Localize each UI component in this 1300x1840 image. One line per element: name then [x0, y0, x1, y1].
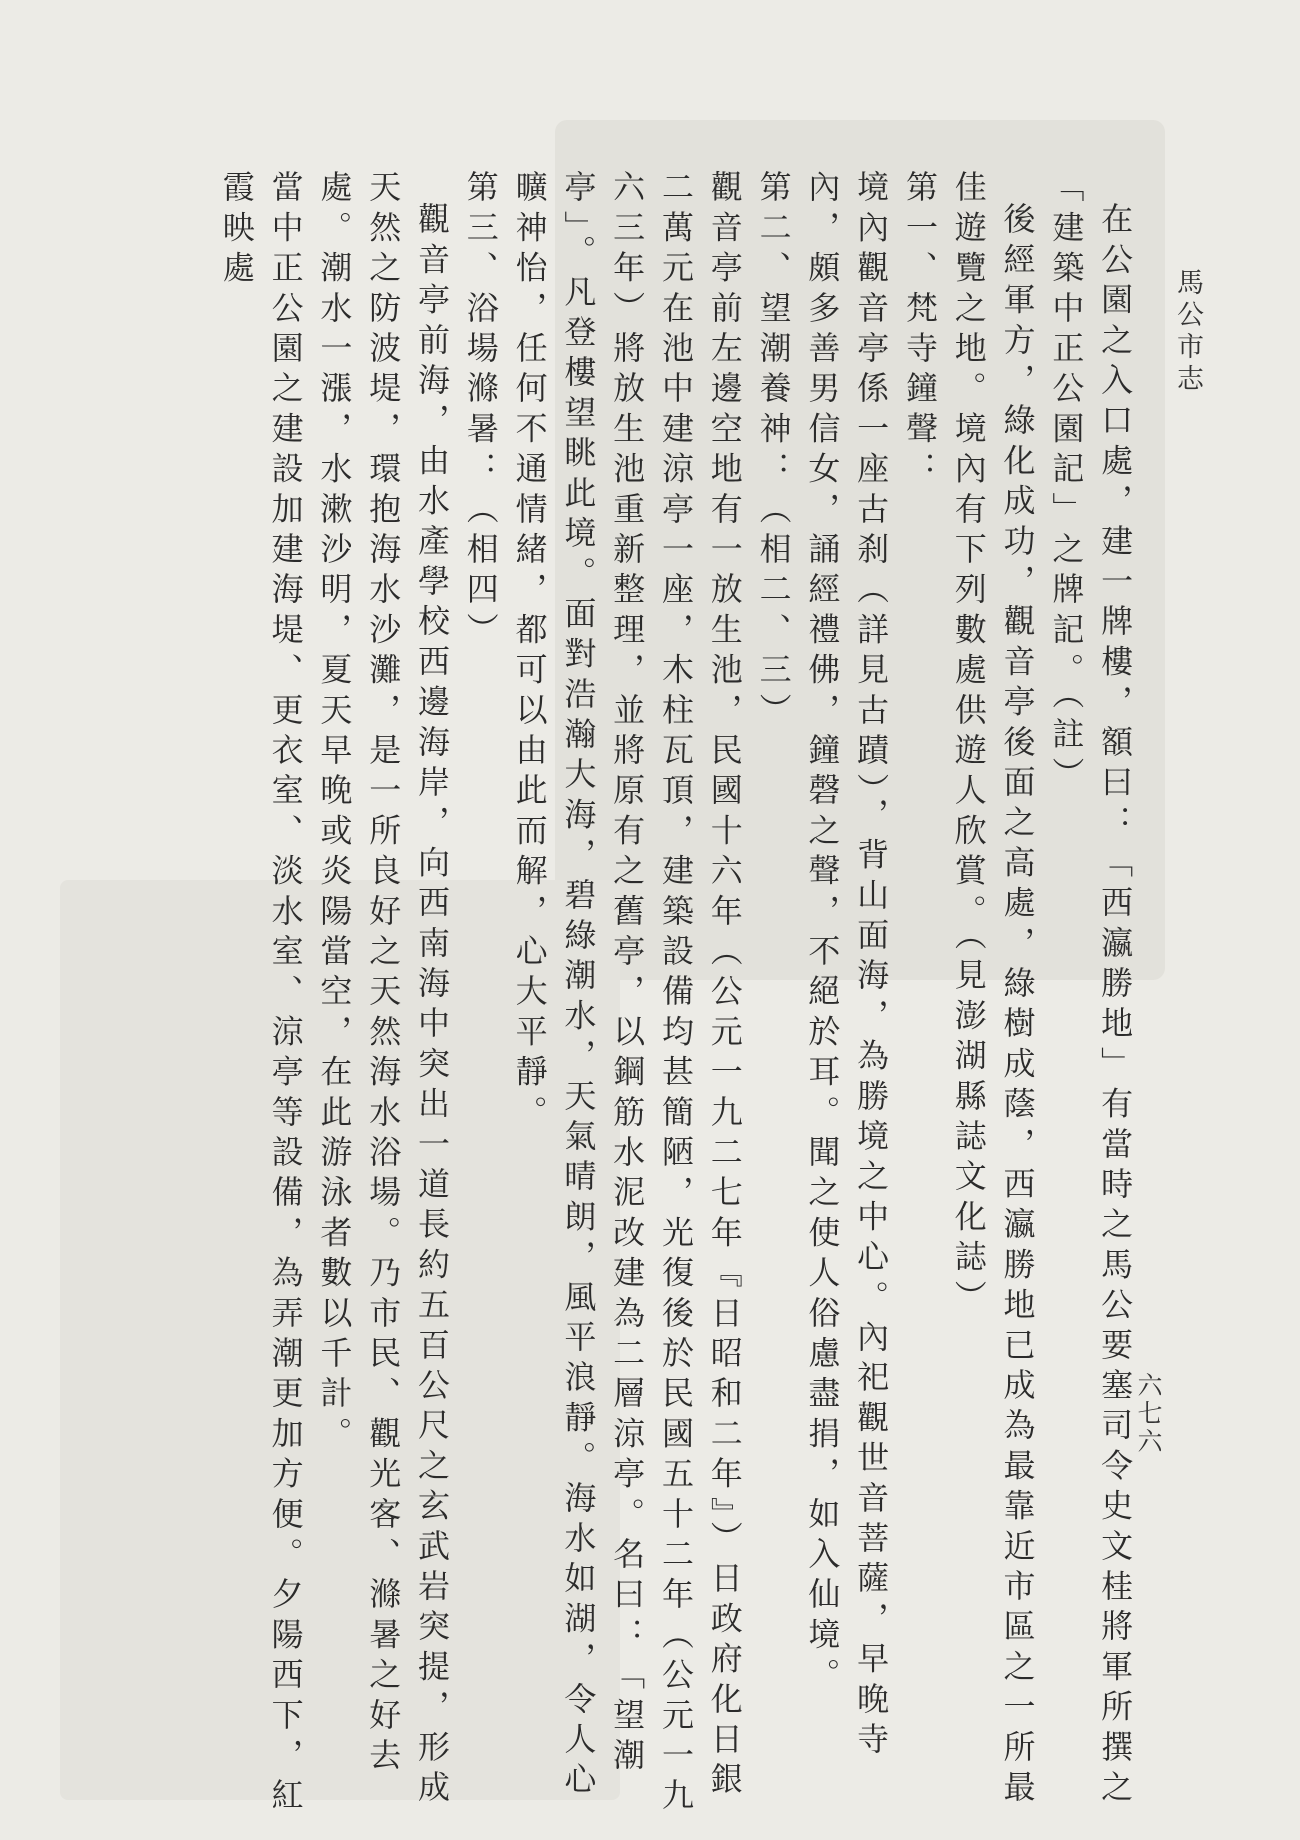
paragraph: 當中正公園之建設加建海堤、更衣室、淡水室、涼亭等設備，為弄潮更加方便。夕陽西下，紅霞映處 [217, 170, 305, 1819]
section-heading: 第二、望潮養神：（相二、三） [754, 170, 793, 733]
paragraph: 在公園之入口處，建一牌樓，額曰：「西瀛勝地」有當時之馬公要塞司令史文桂將軍所撰之「建築中正公園記」之牌記。（註） [1047, 170, 1135, 1810]
body-text [212, 170, 1137, 1830]
paragraph: 觀音亭前左邊空地有一放生池，民國十六年（公元一九二七年『日昭和二年』）日政府化日銀二萬元在池中建涼亭一座，木柱瓦頂，建築設備均甚簡陋，光復後於民國五十二年（公元一九六三年）將放生池重新整理，並將原有之舊亭，以鋼筋水泥改建為二層涼亭。名曰：「望潮亭」。凡登樓望眺此境。面對浩瀚大海，碧綠潮水，天氣晴朗，風平浪靜。海水如湖，令人心曠神怡，任何不通情緒，都可以由此而解，心大平靜。 [510, 170, 744, 1819]
paragraph: 觀音亭前海，由水產學校西邊海岸，向西南海中突出一道長約五百公尺之玄武岩突提，形成天然之防波堤，環抱海水沙灘，是一所良好之天然海水浴場。乃市民、觀光客、滌暑之好去處。潮水一漲，水漱沙明，夏天早晚或炎陽當空，在此游泳者數以千計。 [315, 170, 451, 1810]
page-number: 六七六 [1134, 1372, 1163, 1456]
running-header-title: 馬公市志 [1172, 268, 1203, 396]
paragraph: 後經軍方，綠化成功，觀音亭後面之高處，綠樹成蔭，西瀛勝地已成為最靠近市區之一所最佳遊覽之地。境內有下列數處供遊人欣賞。（見澎湖縣誌文化誌） [949, 170, 1037, 1810]
vertical-text-block [212, 170, 1137, 1820]
section-heading: 第一、梵寺鐘聲： [900, 170, 939, 492]
paragraph: 境內觀音亭係一座古刹（詳見古蹟），背山面海，為勝境之中心。內祀觀世音菩薩，早晚寺內，頗多善男信女，誦經禮佛，鐘磬之聲，不絕於耳。聞之使人俗慮盡捐，如入仙境。 [803, 170, 891, 1762]
section-heading: 第三、浴場滌暑：（相四） [461, 170, 500, 653]
